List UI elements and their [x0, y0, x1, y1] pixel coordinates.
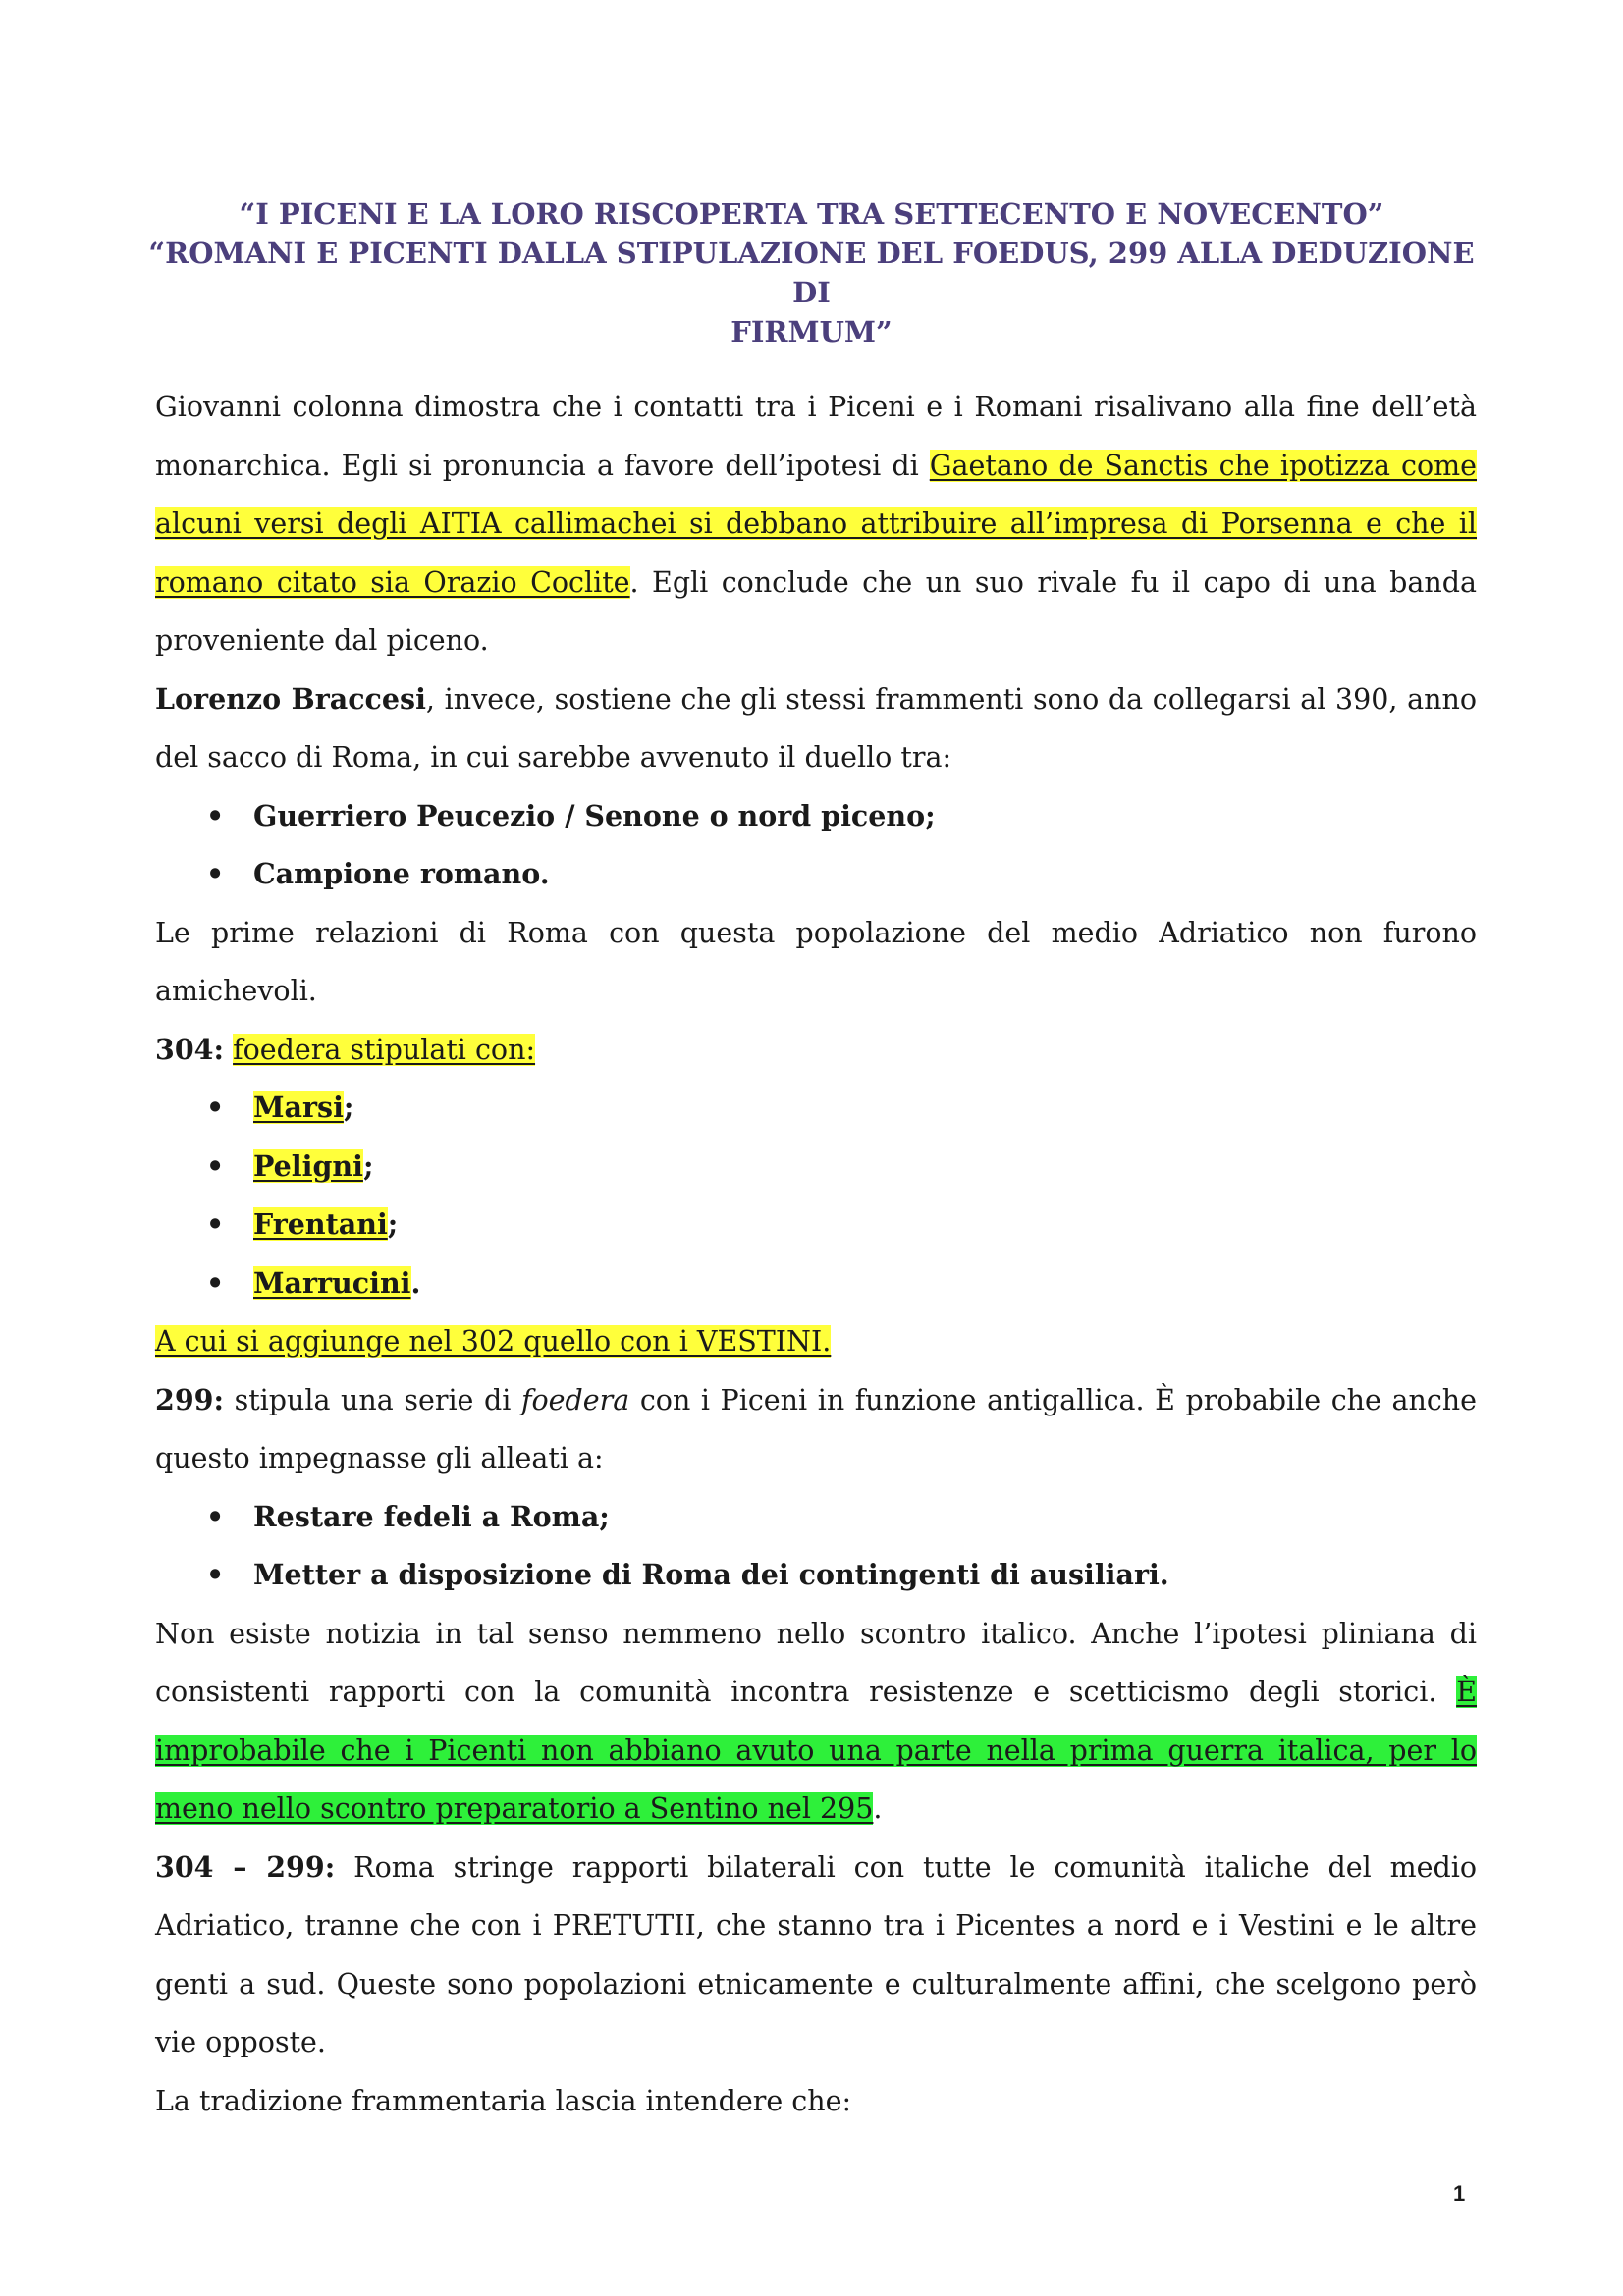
- list-item-text: Campione romano.: [253, 857, 550, 890]
- bullet-icon: •: [206, 1265, 225, 1300]
- ally-name: Marsi: [253, 1091, 344, 1124]
- year-label: 304:: [155, 1032, 225, 1066]
- bullet-icon: •: [206, 857, 225, 890]
- paragraph-text: Giovanni colonna dimostra che i contatti tra i Piceni e i Romani risalivano alla fine dell’età monarchica. Egli si pronuncia a favore dell’ipotesi di: [155, 391, 1477, 482]
- document-body: [155, 378, 1477, 2130]
- paragraph-vestini: [155, 1312, 1477, 1371]
- paragraph-relazioni: Le prime relazioni di Roma con questa popolazione del medio Adriatico non furono amichevoli.: [155, 916, 1477, 1007]
- ally-name: Frentani: [253, 1207, 388, 1241]
- italic-term: foedera: [520, 1383, 630, 1416]
- paragraph-braccesi: [155, 670, 1477, 787]
- bullet-icon: •: [206, 798, 225, 832]
- year-label: 304 – 299:: [155, 1849, 336, 1884]
- paragraph-299: [155, 1371, 1477, 1488]
- ally-name: Marrucini: [253, 1265, 411, 1300]
- highlight-sentino: È improbabile che i Picenti non abbiano avuto una parte nella prima guerra italica, per lo meno nello scontro preparatorio a Sentino nel 295: [155, 1676, 1477, 1825]
- paragraph-text: .: [873, 1792, 883, 1825]
- list-item: [155, 1488, 1477, 1547]
- paragraph-tradizione: La tradizione frammentaria lascia intendere che:: [155, 2084, 852, 2117]
- list-item: [155, 845, 1477, 904]
- list-item: [155, 1546, 1477, 1605]
- list-punct: .: [410, 1265, 421, 1300]
- paragraph-colonna: [155, 378, 1477, 670]
- list-item-text: Guerriero Peucezio / Senone o nord piceno;: [253, 798, 936, 832]
- bullet-icon: •: [206, 1558, 225, 1591]
- paragraph-text: con i Piceni in funzione antigallica. È probabile che anche questo impegnasse gli alleati a:: [155, 1383, 1478, 1474]
- highlight-de-sanctis: Gaetano de Sanctis che ipotizza come alcuni versi degli AITIA callimachei si debbano attribuire all’impresa di Porsenna e che il romano citato sia Orazio Coclite: [155, 449, 1477, 599]
- title-line-3: FIRMUM”: [730, 315, 893, 348]
- list-punct: ;: [387, 1207, 399, 1241]
- allies-list: [155, 1079, 1477, 1312]
- list-item: [155, 1138, 1477, 1197]
- obligations-list: [155, 1488, 1477, 1605]
- paragraph-304-299: [155, 1839, 1477, 2072]
- paragraph-notizia: [155, 1605, 1477, 1839]
- duel-list: [155, 787, 1477, 904]
- list-punct: ;: [343, 1091, 354, 1124]
- list-item: [155, 1079, 1477, 1138]
- bullet-icon: •: [206, 1499, 225, 1533]
- paragraph-text: , invece, sostiene che gli stessi frammenti sono da collegarsi al 390, anno del sacco di Roma, in cui sarebbe avvenuto il duello tra:: [155, 682, 1477, 774]
- bullet-icon: •: [206, 1148, 225, 1183]
- list-item: [155, 1255, 1477, 1313]
- paragraph-text: . Egli conclude che un suo rivale fu il capo di una banda proveniente dal piceno.: [155, 565, 1477, 657]
- title-line-1: “I PICENI E LA LORO RISCOPERTA TRA SETTECENTO E NOVECENTO”: [239, 197, 1384, 231]
- year-label: 299:: [155, 1382, 225, 1416]
- highlight-vestini: A cui si aggiunge nel 302 quello con i VESTINI.: [155, 1325, 832, 1358]
- ally-name: Peligni: [253, 1148, 363, 1183]
- author-name: Lorenzo Braccesi: [155, 681, 426, 716]
- list-item-text: Metter a disposizione di Roma dei contingenti di ausiliari.: [253, 1558, 1169, 1591]
- document-title: [147, 194, 1476, 351]
- paragraph-text: Roma stringe rapporti bilaterali con tutte le comunità italiche del medio Adriatico, tranne che con i PRETUTII, che stanno tra i Picentes a nord e i Vestini e le altre genti a sud. Queste sono popolazioni etnicamente e culturalmente affini, che scelgono però vie opposte.: [155, 1850, 1477, 2058]
- title-line-2: “ROMANI E PICENTI DALLA STIPULAZIONE DEL FOEDUS, 299 ALLA DEDUZIONE DI: [148, 237, 1475, 309]
- bullet-icon: •: [206, 1207, 225, 1241]
- paragraph-text: stipula una serie di: [224, 1383, 521, 1416]
- list-item-text: Restare fedeli a Roma;: [253, 1499, 610, 1533]
- paragraph-304: [155, 1021, 1477, 1080]
- page-number: 1: [1453, 2181, 1466, 2206]
- paragraph-text: Non esiste notizia in tal senso nemmeno nello scontro italico. Anche l’ipotesi pliniana di consistenti rapporti con la comunità incontra resistenze e scetticismo degli storici.: [155, 1617, 1477, 1708]
- list-item: [155, 787, 1477, 846]
- list-item: [155, 1196, 1477, 1255]
- bullet-icon: •: [206, 1091, 225, 1124]
- list-punct: ;: [362, 1148, 374, 1183]
- highlight-foedera: foedera stipulati con:: [233, 1033, 536, 1066]
